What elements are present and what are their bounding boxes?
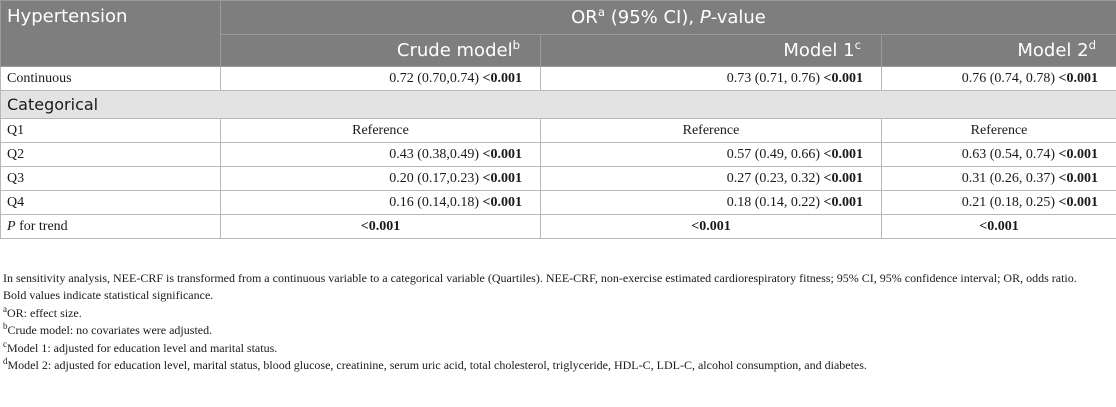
cell-model2: 0.76 (0.74, 0.78) <0.001 <box>882 67 1116 91</box>
table-notes <box>3 270 1113 374</box>
cell-model2: <0.001 <box>882 215 1116 239</box>
row-label: P for trend <box>1 215 221 239</box>
table-row-trend <box>1 215 1116 239</box>
cell-model1: Reference <box>541 119 882 143</box>
header-row-1 <box>1 1 1116 35</box>
cell-model1: 0.18 (0.14, 0.22) <0.001 <box>541 191 882 215</box>
footnote-b: $^b$Crude model: no covariates were adjusted. <box>3 321 213 338</box>
cell-model2: 0.31 (0.26, 0.37) <0.001 <box>882 167 1116 191</box>
table-row-q3 <box>1 167 1116 191</box>
cell-crude: 0.72 (0.70,0.74) <0.001 <box>221 67 541 91</box>
cell-crude: <0.001 <box>221 215 541 239</box>
table-row-continuous <box>1 67 1116 91</box>
cell-model2: Reference <box>882 119 1116 143</box>
row-label: Continuous <box>1 67 221 91</box>
col-model-1: Model 1$^c$ <box>541 35 882 67</box>
group-title: $OR^a$ (95% CI), P-value <box>221 1 1116 35</box>
footnote-c: $^c$Model 1: adjusted for education level and marital status. <box>3 338 278 355</box>
row-label: Q2 <box>1 143 221 167</box>
table-row-q4 <box>1 191 1116 215</box>
cell-model2: 0.21 (0.18, 0.25) <0.001 <box>882 191 1116 215</box>
cell-model1: <0.001 <box>541 215 882 239</box>
cell-model1: 0.73 (0.71, 0.76) <0.001 <box>541 67 882 91</box>
col-model-2: Model 2$^d$ <box>882 35 1116 67</box>
cell-crude: 0.43 (0.38,0.49) <0.001 <box>221 143 541 167</box>
cell-crude: 0.16 (0.14,0.18) <0.001 <box>221 191 541 215</box>
row-label-header: Hypertension <box>1 1 221 67</box>
row-label: Q1 <box>1 119 221 143</box>
table-row-q1 <box>1 119 1116 143</box>
footnote-d: $^d$Model 2: adjusted for education level, marital status, blood glucose, creatinine, serum uric acid, total cholesterol, triglyceride, HDL-C, LDL-C, alcohol consumption, and diabetes. <box>3 356 867 373</box>
section-row-categorical <box>1 91 1116 119</box>
cell-crude: 0.20 (0.17,0.23) <0.001 <box>221 167 541 191</box>
section-label: Categorical <box>1 91 1116 119</box>
col-crude-model: Crude model$^b$ <box>221 35 541 67</box>
footnote-a: $^a$OR: effect size. <box>3 303 82 320</box>
cell-crude: Reference <box>221 119 541 143</box>
bold-note: Bold values indicate statistical significance. <box>3 288 214 303</box>
table-row-q2 <box>1 143 1116 167</box>
row-label: Q4 <box>1 191 221 215</box>
cell-model2: 0.63 (0.54, 0.74) <0.001 <box>882 143 1116 167</box>
cell-model1: 0.27 (0.23, 0.32) <0.001 <box>541 167 882 191</box>
row-label: Q3 <box>1 167 221 191</box>
cell-model1: 0.57 (0.49, 0.66) <0.001 <box>541 143 882 167</box>
sensitivity-note: In sensitivity analysis, NEE-CRF is transformed from a continuous variable to a categorical variable (Quartiles). NEE-CRF, non-exercise estimated cardiorespiratory fitness; 95% CI, 95% confidence interval; OR, odds ratio. <box>3 271 1077 285</box>
